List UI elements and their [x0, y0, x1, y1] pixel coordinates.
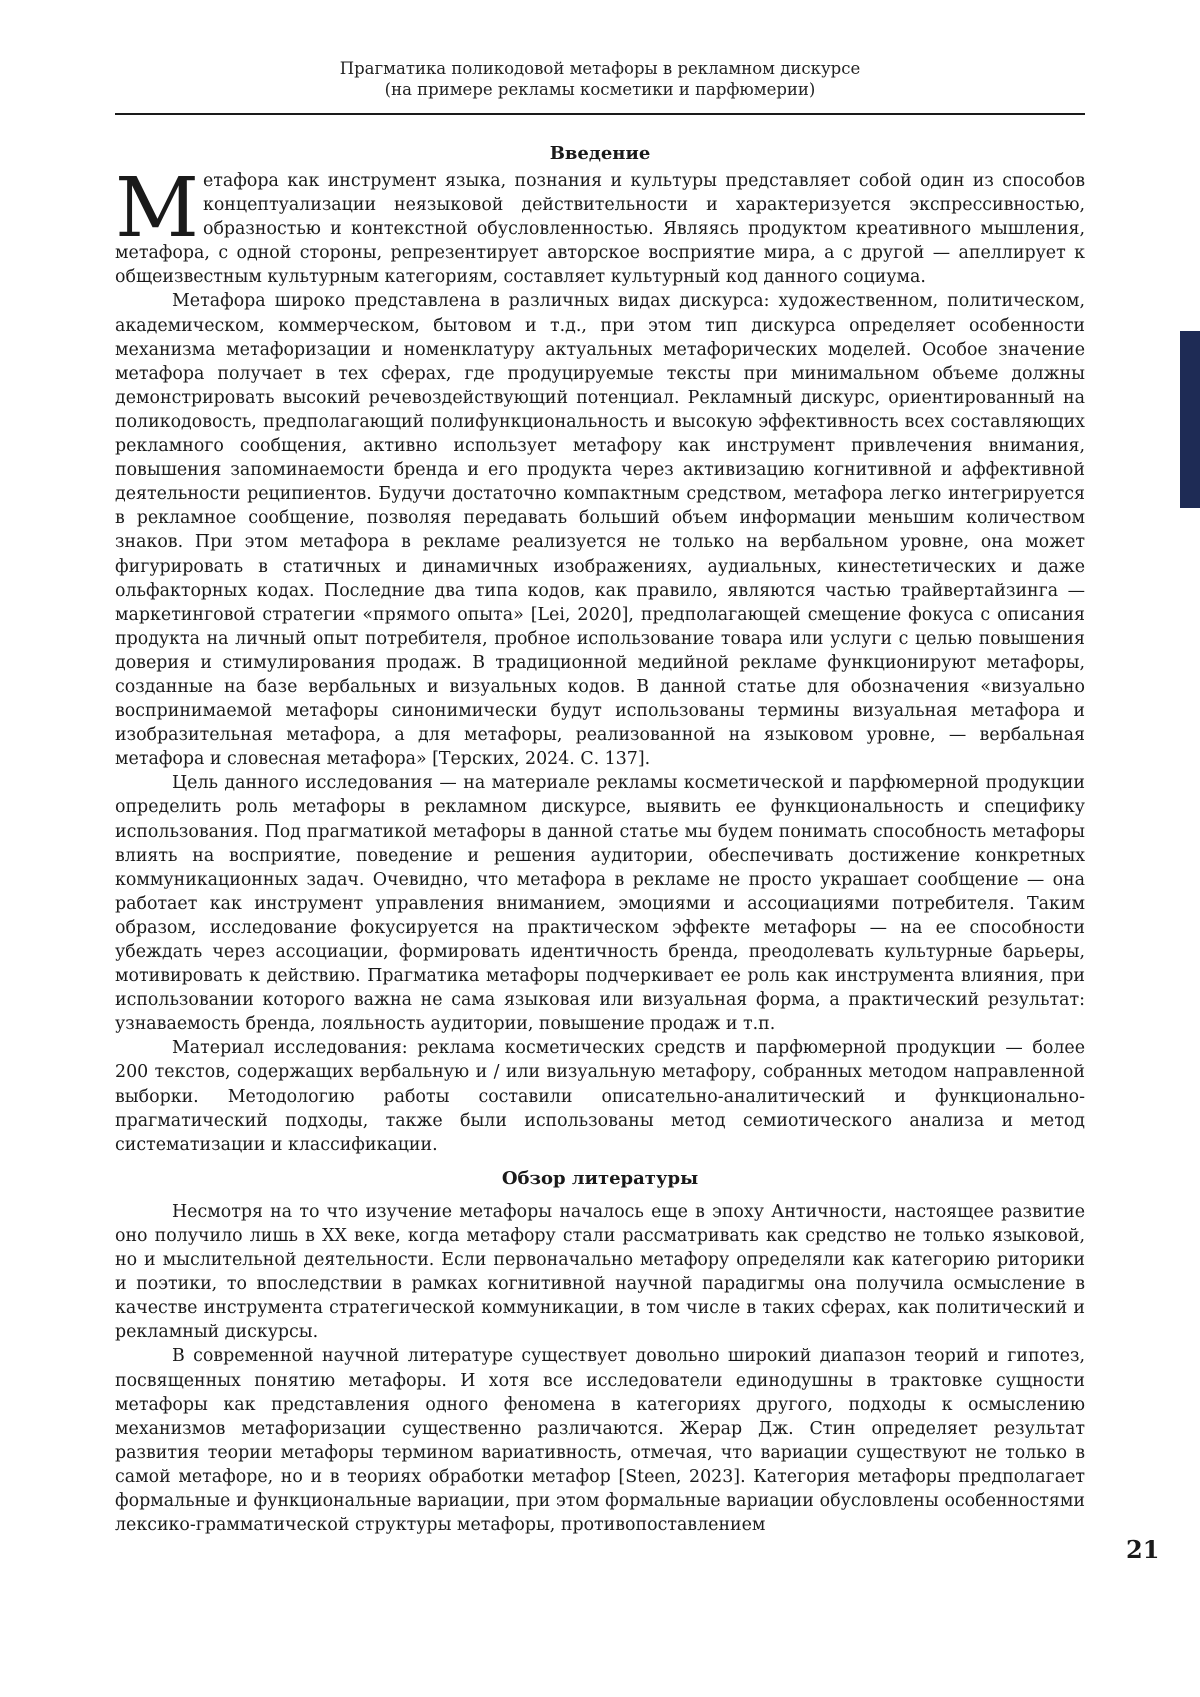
paragraph: Метафора широко представлена в различных видах дискурса: художественном, политическом, академическом, коммерческом, бытовом и т.д., при этом тип дискурса определяет особенности механизма метафоризации и номенклатуру актуальных метафорических моделей. Особое значение метафора получает в тех сферах, где продуцируемые тексты при минимальном объеме должны демонстрировать высокий речевоздействующий потенциал. Рекламный дискурс, ориентированный на поликодовость, предполагающий полифункциональность и высокую эффективность всех составляющих рекламного сообщения, активно использует метафору как инструмент привлечения внимания, повышения запоминаемости бренда и его продукта через активизацию когнитивной и аффективной деятельности реципиентов. Будучи достаточно компактным средством, метафора легко интегрируется в рекламное сообщение, позволяя передавать больший объем информации меньшим количеством знаков. При этом метафора в рекламе реализуется не только на вербальном уровне, она может фигурировать в статичных и динамичных изображениях, аудиальных, кинестетических и даже ольфакторных кодах. Последние два типа кодов, как правило, являются частью трайвертайзинга — маркетинговой стратегии «прямого опыта» [Lei, 2020], предполагающей смещение фокуса с описания продукта на личный опыт потребителя, пробное использование товара или услуги с целью повышения доверия и стимулирования продаж. В традиционной медийной рекламе функционируют метафоры, созданные на базе вербальных и визуальных кодов. В данной статье для обозначения «визуально воспринимаемой метафоры синонимически будут использованы термины визуальная метафора и изобразительная метафора, а для метафоры, реализованной на языковом уровне, — вербальная метафора и словесная метафора» [Терских, 2024. С. 137].: [115, 289, 1085, 771]
article-body: [115, 138, 1085, 1537]
running-header: [115, 58, 1085, 100]
paragraph: В современной научной литературе существует довольно широкий диапазон теорий и гипотез, посвященных понятию метафоры. И хотя все исследователи единодушны в трактовке сущности метафоры как представления одного феномена в категориях другого, подходы к осмыслению механизмов метафоризации существенно различаются. Жерар Дж. Стин определяет результат развития теории метафоры термином вариативность, отмечая, что вариации существуют не только в самой метафоре, но и в теориях обработки метафор [Steen, 2023]. Категория метафоры предполагает формальные и функциональные вариации, при этом формальные вариации обусловлены особенностями лексико-грамматической структуры метафоры, противопоставлением: [115, 1344, 1085, 1537]
section-title-literature-review: Обзор литературы: [115, 1163, 1085, 1194]
section-title-introduction: Введение: [115, 138, 1085, 169]
paragraph: [115, 169, 1085, 289]
section-side-tab: [1180, 331, 1200, 508]
running-header-line-1: Прагматика поликодовой метафоры в рекламном дискурсе: [115, 58, 1085, 79]
header-divider: [115, 113, 1085, 115]
running-header-line-2: (на примере рекламы косметики и парфюмерии): [115, 79, 1085, 100]
paragraph: Несмотря на то что изучение метафоры началось еще в эпоху Античности, настоящее развитие оно получило лишь в XX веке, когда метафору стали рассматривать как средство не только языковой, но и мыслительной деятельности. Если первоначально метафору определяли как категорию риторики и поэтики, то впоследствии в рамках когнитивной научной парадигмы она получила осмысление в качестве инструмента стратегической коммуникации, в том числе в таких сферах, как политический и рекламный дискурсы.: [115, 1200, 1085, 1345]
paragraph-text: етафора как инструмент языка, познания и культуры представляет собой один из способов концептуализации неязыковой действительности и характеризуется экспрессивностью, образностью и контекстной обусловленностью. Являясь продуктом креативного мышления, метафора, с одной стороны, репрезентирует авторское восприятие мира, а с другой — апеллирует к общеизвестным культурным категориям, составляет культурный код данного социума.: [115, 171, 1085, 287]
paragraph: Материал исследования: реклама косметических средств и парфюмерной продукции — более 200 текстов, содержащих вербальную и / или визуальную метафору, собранных методом направленной выборки. Методологию работы составили описательно-аналитический и функционально-прагматический подходы, также были использованы метод семиотического анализа и метод систематизации и классификации.: [115, 1036, 1085, 1156]
page-number: 21: [1126, 1535, 1159, 1564]
drop-cap: М: [115, 171, 199, 244]
paragraph: Цель данного исследования — на материале рекламы косметической и парфюмерной продукции определить роль метафоры в рекламном дискурсе, выявить ее функциональность и специфику использования. Под прагматикой метафоры в данной статье мы будем понимать способность метафоры влиять на восприятие, поведение и решения аудитории, обеспечивать достижение конкретных коммуникационных задач. Очевидно, что метафора в рекламе не просто украшает сообщение — она работает как инструмент управления вниманием, эмоциями и ассоциациями потребителя. Таким образом, исследование фокусируется на практическом эффекте метафоры — на ее способности убеждать через ассоциации, формировать идентичность бренда, преодолевать культурные барьеры, мотивировать к действию. Прагматика метафоры подчеркивает ее роль как инструмента влияния, при использовании которого важна не сама языковая или визуальная форма, а практический результат: узнаваемость бренда, лояльность аудитории, повышение продаж и т.п.: [115, 771, 1085, 1036]
